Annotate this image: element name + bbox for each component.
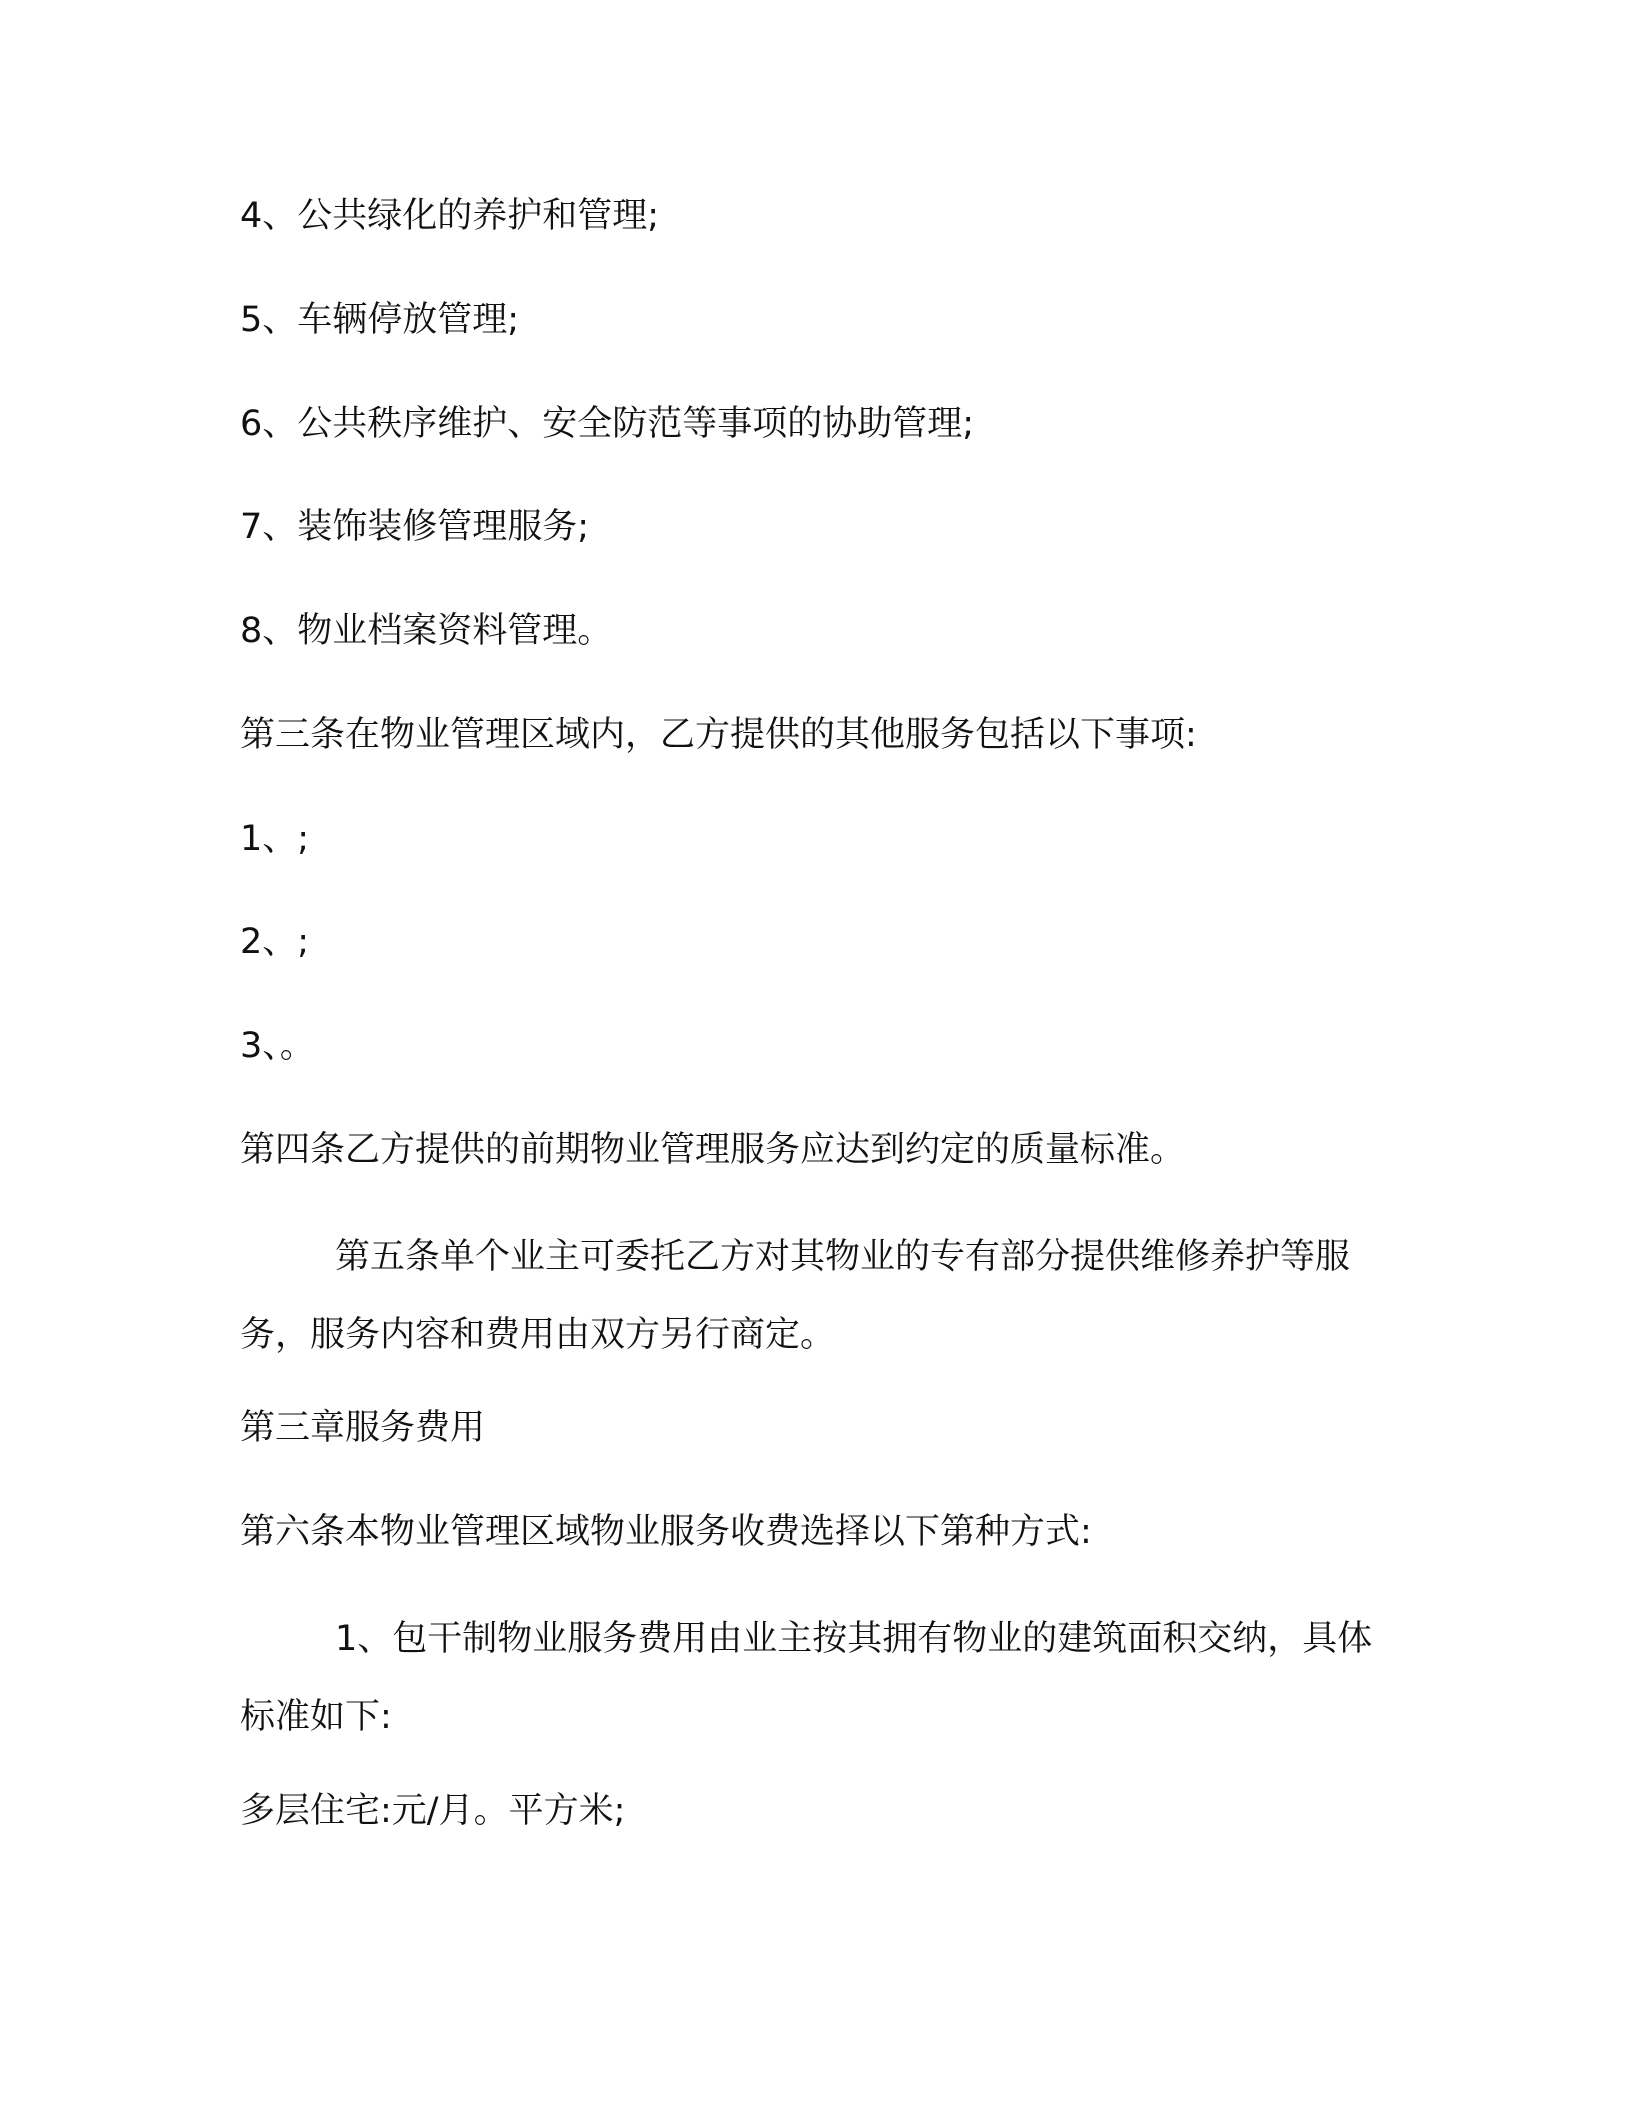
multi-story-residential-rate: 多层住宅:元/月。平方米; <box>240 1791 626 1831</box>
article-3-paragraph: 第三条在物业管理区域内，乙方提供的其他服务包括以下事项: <box>240 715 1197 755</box>
article-4-paragraph: 第四条乙方提供的前期物业管理服务应达到约定的质量标准。 <box>240 1130 1186 1170</box>
list-item-6: 6、公共秩序维护、安全防范等事项的协助管理; <box>240 404 975 444</box>
article-5-paragraph: 第五条单个业主可委托乙方对其物业的专有部分提供维修养护等服务，服务内容和费用由双方另行商定。 <box>240 1237 1351 1355</box>
list-item-5: 5、车辆停放管理; <box>240 300 520 340</box>
list-item-8: 8、物业档案资料管理。 <box>240 611 613 651</box>
other-service-item-2: 2、; <box>240 922 310 962</box>
fee-option-1-paragraph: 1、包干制物业服务费用由业主按其拥有物业的建筑面积交纳，具体标准如下: <box>240 1619 1373 1737</box>
other-service-item-1: 1、; <box>240 819 310 859</box>
article-6-paragraph: 第六条本物业管理区域物业服务收费选择以下第种方式: <box>240 1512 1092 1552</box>
list-item-4: 4、公共绿化的养护和管理; <box>240 196 660 236</box>
other-service-item-3: 3、。 <box>240 1026 315 1066</box>
chapter-3-heading: 第三章服务费用 <box>240 1408 486 1448</box>
list-item-7: 7、装饰装修管理服务; <box>240 507 590 547</box>
